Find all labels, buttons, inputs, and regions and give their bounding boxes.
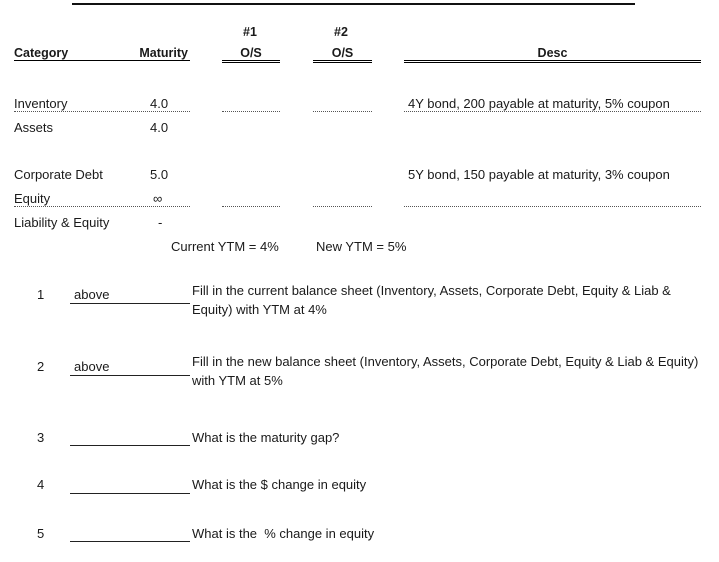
row-inventory-desc: 4Y bond, 200 payable at maturity, 5% coupon — [408, 96, 670, 111]
top-rule — [72, 3, 635, 5]
header-col2-os: O/S — [313, 46, 372, 63]
header-col1-os: O/S — [222, 46, 280, 63]
row-inventory-underline-b — [222, 111, 280, 112]
answer-line[interactable] — [70, 541, 190, 542]
row-equity-underline-d — [404, 206, 701, 207]
answer-line[interactable] — [70, 445, 190, 446]
question-number: 1 — [37, 287, 45, 302]
row-equity-label: Equity — [14, 191, 51, 206]
question-answer: above — [74, 287, 110, 302]
row-equity-underline-c — [313, 206, 372, 207]
row-assets-label: Assets — [14, 120, 54, 135]
answer-line[interactable] — [70, 303, 190, 304]
row-assets-maturity: 4.0 — [150, 120, 169, 135]
answer-line[interactable] — [70, 493, 190, 494]
current-ytm: Current YTM = 4% — [171, 239, 279, 254]
question-number: 3 — [37, 430, 45, 445]
question-text: What is the % change in equity — [192, 526, 375, 541]
question-number: 4 — [37, 477, 45, 492]
row-corporate-debt-desc: 5Y bond, 150 payable at maturity, 3% coupon — [408, 167, 670, 182]
row-corporate-debt-label: Corporate Debt — [14, 167, 103, 182]
answer-line[interactable] — [70, 375, 190, 376]
row-corporate-debt-maturity: 5.0 — [150, 167, 169, 182]
row-liab-equity-label: Liability & Equity — [14, 215, 110, 230]
row-liab-equity-maturity: - — [158, 215, 163, 230]
question-number: 5 — [37, 526, 45, 541]
question-text: Fill in the new balance sheet (Inventory, Assets, Corporate Debt, Equity & Liab & Equity) with YTM at 5% — [192, 354, 699, 388]
question-text: What is the maturity gap? — [192, 430, 340, 445]
header-desc: Desc — [404, 46, 701, 63]
question-text: Fill in the current balance sheet (Inventory, Assets, Corporate Debt, Equity & Liab & Equity) with YTM at 4% — [192, 283, 671, 317]
question-answer: above — [74, 359, 110, 374]
question-number: 2 — [37, 359, 45, 374]
col2-number: #2 — [334, 25, 348, 39]
header-category: Category — [14, 46, 190, 61]
row-inventory-underline-d — [404, 111, 701, 112]
row-inventory-underline-c — [313, 111, 372, 112]
row-inventory-maturity: 4.0 — [150, 96, 169, 111]
row-inventory-label: Inventory — [14, 96, 68, 111]
new-ytm: New YTM = 5% — [316, 239, 407, 254]
question-text: What is the $ change in equity — [192, 477, 367, 492]
row-equity-underline-a — [14, 206, 190, 207]
header-maturity: Maturity — [139, 46, 188, 60]
row-equity-underline-b — [222, 206, 280, 207]
col1-number: #1 — [243, 25, 257, 39]
row-equity-maturity: ∞ — [153, 191, 163, 206]
row-inventory-underline-a — [14, 111, 190, 112]
